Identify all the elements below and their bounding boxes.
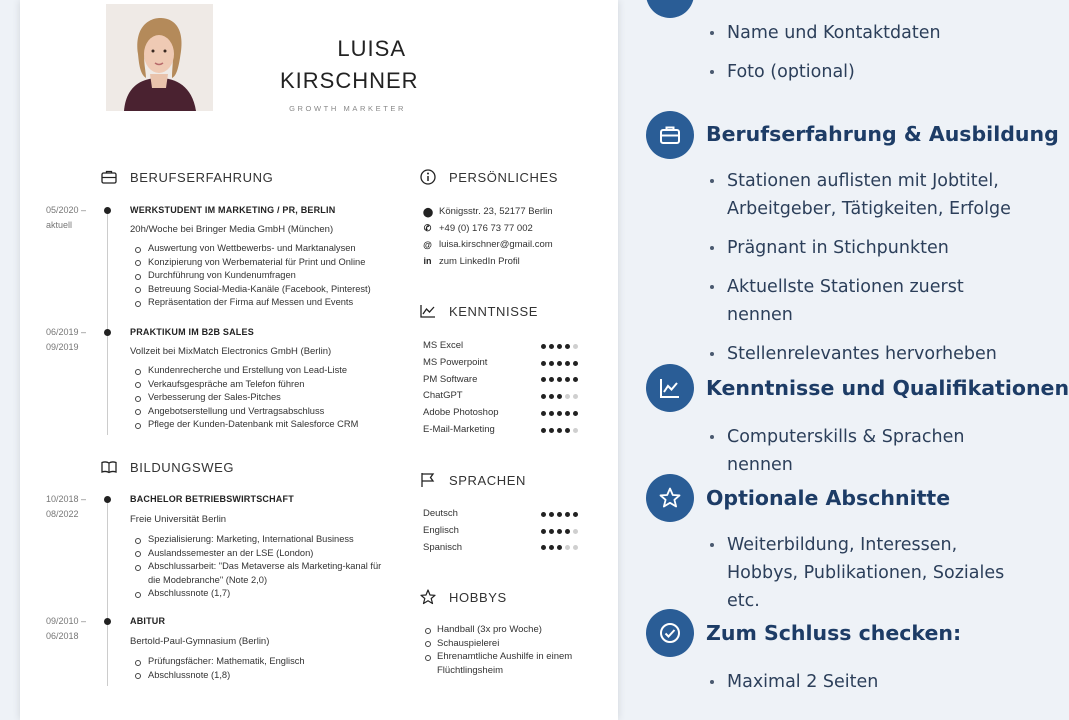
list-item: Prägnant in Stichpunkten [710, 234, 1020, 262]
list-item: Maximal 2 Seiten [710, 668, 1020, 696]
rating-dot-filled [549, 512, 554, 517]
hobbies-list [425, 623, 585, 677]
rating-dot-filled [565, 344, 570, 349]
rating-row [423, 355, 578, 372]
rating-dot-filled [557, 545, 562, 550]
languages-list [423, 506, 578, 556]
linkedin-link[interactable]: in zum LinkedIn Profil [423, 255, 520, 267]
list-item: Durchführung von Kundenumfragen [132, 269, 407, 283]
timeline-dot [104, 329, 111, 336]
rating-dot-filled [565, 377, 570, 382]
guide-list [710, 167, 1020, 379]
rating-dot-empty [573, 344, 578, 349]
rating-dots [541, 377, 578, 382]
rating-dots [541, 545, 578, 550]
list-item: Verkaufsgespräche am Telefon führen [132, 378, 407, 392]
section-icon-badge [646, 0, 694, 18]
hobbies-heading [419, 588, 507, 606]
entry-date: 09/2010 – 06/2018 [46, 616, 87, 641]
rating-dot-filled [557, 377, 562, 382]
briefcase-icon [100, 168, 118, 186]
rating-dot-filled [557, 361, 562, 366]
rating-row [423, 506, 578, 523]
languages-heading-label: SPRACHEN [449, 472, 527, 488]
cv-document [20, 0, 618, 720]
rating-dot-filled [565, 428, 570, 433]
rating-dot-filled [573, 411, 578, 416]
education-timeline [107, 498, 108, 686]
rating-dot-empty [573, 394, 578, 399]
entry-title: ABITUR [130, 616, 166, 626]
rating-dot-filled [549, 377, 554, 382]
at-icon: @ [423, 239, 432, 250]
job-title: GROWTH MARKETER [289, 104, 406, 113]
list-item: Spezialisierung: Marketing, International Business [132, 533, 392, 547]
entry-employer: Vollzeit bei MixMatch Electronics GmbH (Berlin) [130, 346, 332, 357]
entry-date: 05/2020 – aktuell [46, 205, 87, 230]
education-heading [100, 458, 234, 476]
list-item: Auslandssemester an der LSE (London) [132, 547, 392, 561]
experience-heading [100, 168, 273, 186]
education-heading-label: BILDUNGSWEG [130, 459, 235, 475]
rating-dots [541, 529, 578, 534]
list-item: Konzipierung von Werbematerial für Print und Online [132, 256, 407, 270]
skills-heading-label: KENNTNISSE [449, 303, 539, 319]
list-item: Pflege der Kunden-Datenbank mit Salesforce CRM [132, 418, 407, 432]
section-icon-badge [646, 111, 694, 159]
list-item: Schauspielerei [425, 637, 585, 651]
rating-label: PM Software [423, 373, 478, 385]
guide-list [710, 423, 1020, 490]
rating-row [423, 338, 578, 355]
rating-dot-filled [549, 428, 554, 433]
rating-dot-filled [557, 529, 562, 534]
guide-heading: Zum Schluss checken: [706, 621, 962, 645]
rating-row [423, 422, 578, 439]
contact-list [423, 204, 553, 270]
rating-dot-filled [565, 411, 570, 416]
rating-dot-empty [573, 428, 578, 433]
list-item: Abschlussnote (1,7) [132, 587, 392, 601]
languages-heading [419, 471, 526, 489]
rating-dot-filled [557, 512, 562, 517]
rating-label: Adobe Photoshop [423, 407, 499, 419]
rating-dot-filled [541, 411, 546, 416]
entry-date: 10/2018 – 08/2022 [46, 494, 87, 519]
briefcase-icon [658, 123, 682, 147]
rating-dot-filled [549, 344, 554, 349]
section-icon-badge [646, 364, 694, 412]
rating-label: Englisch [423, 524, 459, 536]
rating-dot-filled [573, 512, 578, 517]
entry-date: 06/2019 – 09/2019 [46, 327, 87, 352]
rating-dot-empty [573, 529, 578, 534]
entry-title: PRAKTIKUM IM B2B SALES [130, 327, 254, 337]
personal-heading-label: PERSÖNLICHES [449, 169, 559, 185]
guide-list [710, 531, 1020, 626]
rating-label: ChatGPT [423, 390, 463, 402]
contact-phone: ✆ +49 (0) 176 73 77 002 [423, 222, 533, 234]
rating-dot-filled [557, 411, 562, 416]
list-item: Kundenrecherche und Erstellung von Lead-Liste [132, 364, 407, 378]
entry-institution: Freie Universität Berlin [130, 514, 227, 525]
guide-list [710, 19, 1020, 97]
cv-guide-panel [630, 0, 1069, 720]
contact-email[interactable]: @ luisa.kirschner@gmail.com [423, 239, 553, 250]
rating-dot-filled [541, 529, 546, 534]
first-name: LUISA [337, 36, 406, 61]
rating-dot-filled [549, 545, 554, 550]
section-icon-badge [646, 609, 694, 657]
contact-address: ⬤ Königsstr. 23, 52177 Berlin [423, 206, 553, 217]
entry-title: WERKSTUDENT IM MARKETING / PR, BERLIN [130, 205, 336, 215]
rating-row [423, 540, 578, 557]
entry-detail-list [132, 533, 392, 601]
rating-dot-filled [565, 529, 570, 534]
guide-list [710, 668, 1020, 707]
rating-label: MS Excel [423, 340, 464, 351]
guide-heading: Berufserfahrung & Ausbildung [706, 122, 1059, 146]
list-item: Stationen auflisten mit Jobtitel, Arbeitgeber, Tätigkeiten, Erfolge [710, 167, 1020, 223]
rating-dot-filled [565, 361, 570, 366]
list-item: Foto (optional) [710, 58, 1020, 86]
guide-heading: Kenntnisse und Qualifikationen [706, 376, 1069, 400]
list-item: Prüfungsfächer: Mathematik, Englisch [132, 655, 407, 669]
list-item: Weiterbildung, Interessen, Hobbys, Publikationen, Soziales etc. [710, 531, 1020, 615]
list-item: Handball (3x pro Woche) [425, 623, 585, 637]
list-item: Abschlussarbeit: "Das Metaverse als Marketing-kanal für die Modebranche" (Note 2,0) [132, 560, 392, 587]
line-chart-icon [419, 302, 437, 320]
list-item: Abschlussnote (1,8) [132, 669, 407, 683]
rating-row [423, 388, 578, 405]
timeline-dot [104, 207, 111, 214]
rating-label: MS Powerpoint [423, 356, 488, 368]
list-item: Betreuung Social-Media-Kanäle (Facebook, Pinterest) [132, 283, 407, 297]
list-item: Aktuellste Stationen zuerst nennen [710, 273, 1020, 329]
rating-row [423, 523, 578, 540]
rating-dot-filled [541, 545, 546, 550]
experience-heading-label: BERUFSERFAHRUNG [130, 169, 274, 185]
personal-heading [419, 168, 558, 186]
skills-list [423, 338, 578, 439]
entry-employer: 20h/Woche bei Bringer Media GmbH (München) [130, 224, 334, 235]
entry-task-list [132, 242, 407, 310]
star-icon [419, 588, 437, 606]
rating-dot-empty [573, 545, 578, 550]
phone-icon: ✆ [423, 223, 432, 234]
list-item: Auswertung von Wettbewerbs- und Marktanalysen [132, 242, 407, 256]
rating-dot-filled [541, 361, 546, 366]
rating-dot-filled [541, 394, 546, 399]
rating-dot-filled [549, 411, 554, 416]
rating-label: Spanisch [423, 541, 463, 553]
rating-dot-empty [565, 545, 570, 550]
chart-icon [658, 376, 682, 400]
profile-photo [106, 4, 213, 111]
rating-dot-filled [557, 394, 562, 399]
rating-dot-filled [549, 529, 554, 534]
entry-task-list [132, 364, 407, 432]
timeline-dot [104, 618, 111, 625]
location-pin-icon: ⬤ [423, 206, 434, 217]
rating-dot-filled [573, 377, 578, 382]
entry-detail-list [132, 655, 407, 682]
rating-dots [541, 512, 578, 517]
info-icon [419, 168, 437, 186]
rating-row [423, 405, 578, 422]
rating-dots [541, 428, 578, 433]
entry-title: BACHELOR BETRIEBSWIRTSCHAFT [130, 494, 294, 504]
timeline-dot [104, 496, 111, 503]
list-item: Stellenrelevantes hervorheben [710, 340, 1020, 368]
entry-institution: Bertold-Paul-Gymnasium (Berlin) [130, 636, 270, 647]
guide-heading: Optionale Abschnitte [706, 486, 951, 510]
rating-dot-filled [549, 361, 554, 366]
list-item: Computerskills & Sprachen nennen [710, 423, 1020, 479]
rating-dots [541, 411, 578, 416]
linkedin-icon: in [423, 256, 432, 267]
section-icon-badge [646, 474, 694, 522]
list-item: Angebotserstellung und Vertragsabschluss [132, 405, 407, 419]
rating-dot-empty [565, 394, 570, 399]
rating-dots [541, 344, 578, 349]
skills-heading [419, 302, 538, 320]
flag-icon [419, 471, 437, 489]
check-circle-icon [658, 621, 682, 645]
book-icon [100, 458, 118, 476]
rating-row [423, 372, 578, 389]
rating-dot-filled [541, 428, 546, 433]
hobbies-heading-label: HOBBYS [449, 589, 507, 605]
rating-dot-filled [573, 361, 578, 366]
rating-dot-filled [565, 512, 570, 517]
rating-dots [541, 361, 578, 366]
last-name: KIRSCHNER [280, 68, 419, 93]
rating-label: Deutsch [423, 508, 458, 519]
rating-dot-filled [541, 512, 546, 517]
rating-dot-filled [557, 428, 562, 433]
rating-dot-filled [541, 344, 546, 349]
star-icon [658, 486, 682, 510]
rating-label: E-Mail-Marketing [423, 423, 495, 435]
experience-timeline [107, 210, 108, 435]
rating-dot-filled [549, 394, 554, 399]
list-item: Name und Kontaktdaten [710, 19, 1020, 47]
rating-dots [541, 394, 578, 399]
list-item: Ehrenamtliche Aushilfe in einem Flüchtlingsheim [425, 650, 585, 677]
rating-dot-filled [541, 377, 546, 382]
list-item: Repräsentation der Firma auf Messen und Events [132, 296, 407, 310]
list-item: Verbesserung der Sales-Pitches [132, 391, 407, 405]
rating-dot-filled [557, 344, 562, 349]
